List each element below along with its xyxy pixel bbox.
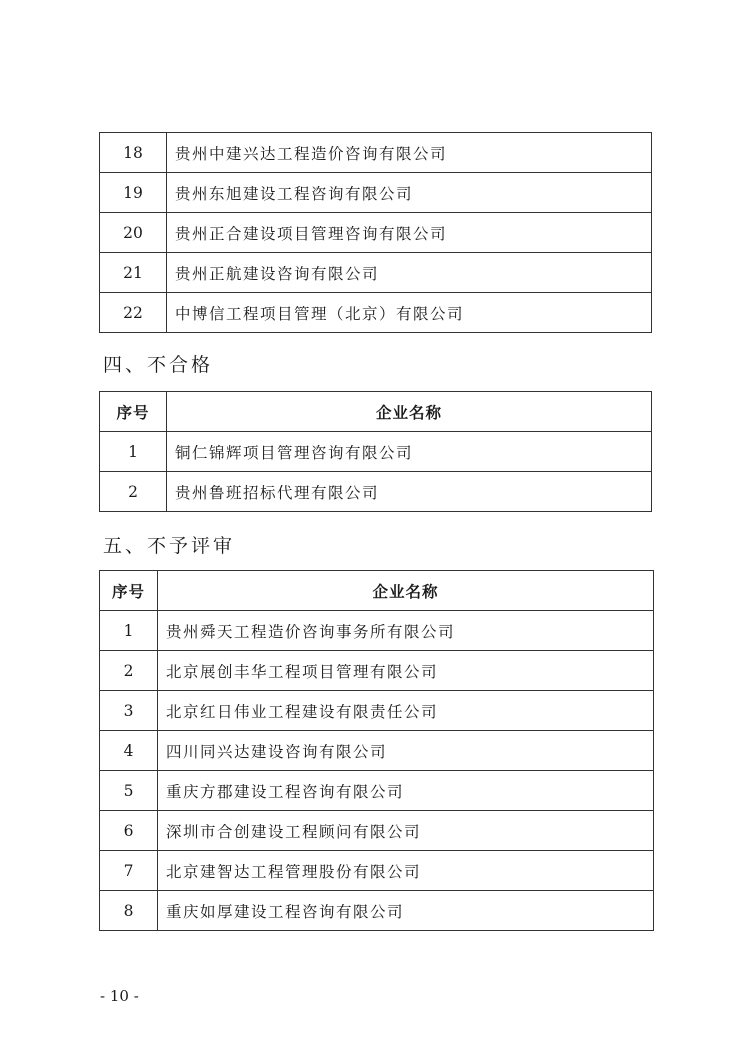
company-name: 贵州鲁班招标代理有限公司 bbox=[167, 472, 652, 512]
column-header-number: 序号 bbox=[100, 392, 167, 432]
table-row bbox=[100, 173, 652, 213]
row-number: 2 bbox=[100, 651, 158, 691]
column-header-company: 企业名称 bbox=[167, 392, 652, 432]
page-number: - 10 - bbox=[100, 987, 139, 1005]
table-row bbox=[100, 691, 654, 731]
company-name: 四川同兴达建设咨询有限公司 bbox=[158, 731, 654, 771]
column-header-company: 企业名称 bbox=[158, 571, 654, 611]
row-number: 6 bbox=[100, 811, 158, 851]
table-row bbox=[100, 213, 652, 253]
unqualified-company-table bbox=[99, 391, 652, 512]
company-name: 铜仁锦辉项目管理咨询有限公司 bbox=[167, 432, 652, 472]
continued-company-table bbox=[99, 132, 652, 333]
company-name: 深圳市合创建设工程顾问有限公司 bbox=[158, 811, 654, 851]
table-row bbox=[100, 611, 654, 651]
table-row bbox=[100, 771, 654, 811]
row-number: 20 bbox=[100, 213, 167, 253]
section-heading-not-reviewed: 五、不予评审 bbox=[103, 535, 236, 557]
table-row bbox=[100, 293, 652, 333]
table-row bbox=[100, 731, 654, 771]
table-header-row bbox=[100, 571, 654, 611]
row-number: 18 bbox=[100, 133, 167, 173]
company-name: 重庆如厚建设工程咨询有限公司 bbox=[158, 891, 654, 931]
company-name: 重庆方郡建设工程咨询有限公司 bbox=[158, 771, 654, 811]
table-row bbox=[100, 891, 654, 931]
table-row bbox=[100, 851, 654, 891]
company-name: 贵州正合建设项目管理咨询有限公司 bbox=[167, 213, 652, 253]
row-number: 5 bbox=[100, 771, 158, 811]
company-name: 贵州舜天工程造价咨询事务所有限公司 bbox=[158, 611, 654, 651]
row-number: 8 bbox=[100, 891, 158, 931]
table-header-row bbox=[100, 392, 652, 432]
column-header-number: 序号 bbox=[100, 571, 158, 611]
company-name: 北京展创丰华工程项目管理有限公司 bbox=[158, 651, 654, 691]
row-number: 1 bbox=[100, 432, 167, 472]
row-number: 2 bbox=[100, 472, 167, 512]
row-number: 3 bbox=[100, 691, 158, 731]
row-number: 21 bbox=[100, 253, 167, 293]
table-row bbox=[100, 133, 652, 173]
company-name: 北京红日伟业工程建设有限责任公司 bbox=[158, 691, 654, 731]
row-number: 7 bbox=[100, 851, 158, 891]
company-name: 贵州中建兴达工程造价咨询有限公司 bbox=[167, 133, 652, 173]
table-row bbox=[100, 432, 652, 472]
section-heading-unqualified: 四、不合格 bbox=[103, 354, 214, 376]
table-row bbox=[100, 253, 652, 293]
row-number: 19 bbox=[100, 173, 167, 213]
company-name: 北京建智达工程管理股份有限公司 bbox=[158, 851, 654, 891]
company-name: 中博信工程项目管理（北京）有限公司 bbox=[167, 293, 652, 333]
row-number: 4 bbox=[100, 731, 158, 771]
table-row bbox=[100, 811, 654, 851]
row-number: 1 bbox=[100, 611, 158, 651]
table-row bbox=[100, 472, 652, 512]
table-row bbox=[100, 651, 654, 691]
not-reviewed-company-table bbox=[99, 570, 654, 931]
company-name: 贵州东旭建设工程咨询有限公司 bbox=[167, 173, 652, 213]
row-number: 22 bbox=[100, 293, 167, 333]
company-name: 贵州正航建设咨询有限公司 bbox=[167, 253, 652, 293]
